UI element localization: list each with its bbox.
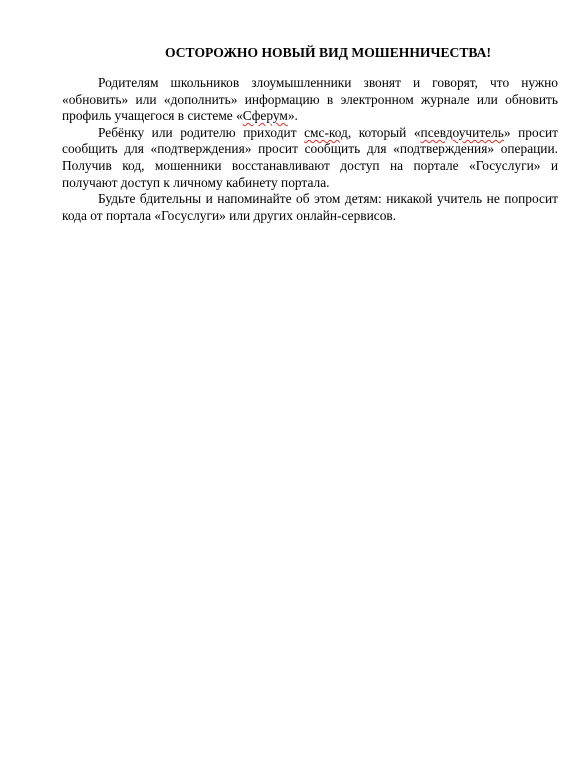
paragraph-2-text-start: Ребёнку или родителю приходит (98, 124, 305, 140)
paragraph-3: Будьте бдительны и напоминайте об этом детям: никакой учитель не попросит кода от портала «Госуслуги» или других онлайн-сервисов. (62, 191, 558, 223)
document-body (62, 44, 558, 224)
spellcheck-flagged-word[interactable]: Сферум (242, 108, 288, 124)
spellcheck-flagged-word[interactable]: смс-код (304, 124, 348, 140)
paragraph-2-text-end: » просит сообщить для «подтверждения» просит сообщить для «подтверждения» операции. Получив код, мошенники восстанавливают доступ на портале «Госуслуги» и получают доступ к личному кабинету портала. (62, 124, 558, 190)
paragraph-2-text-middle: , который « (347, 124, 421, 140)
document-title: ОСТОРОЖНО НОВЫЙ ВИД МОШЕННИЧЕСТВА! (165, 45, 491, 60)
paragraph-2 (62, 125, 558, 191)
paragraph-1-text-start: Родителям школьников злоумышленники звонят и говорят, что нужно «обновить» или «дополнить» информацию в электронном журнале или обновить профиль учащегося в системе « (62, 75, 558, 124)
paragraph-1 (62, 75, 558, 125)
spellcheck-flagged-word[interactable]: псевдоучитель (420, 124, 504, 140)
paragraph-1-text-end: ». (287, 108, 298, 124)
